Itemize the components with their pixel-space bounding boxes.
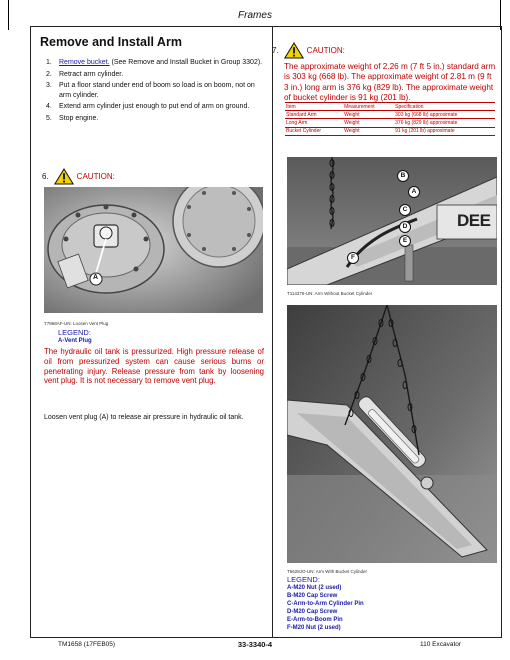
vent-legend-item: A-Vent Plug [58, 338, 92, 344]
remove-bucket-link[interactable]: Remove bucket. [59, 59, 110, 66]
page-header-title: Frames [238, 10, 272, 21]
vent-legend-title: LEGEND: [58, 328, 91, 337]
brand-lettering: DEE [457, 211, 491, 230]
warning-triangle-icon [284, 42, 304, 59]
arm-with-cylinder-photo [287, 305, 497, 563]
step-3: 3. Put a floor stand under end of boom so load is on boom, not on arm cylinder. [46, 82, 255, 99]
marker-a: A [408, 186, 420, 198]
legend-item-f: F-M20 Nut (2 used) [287, 625, 341, 631]
weight-spec-table [285, 102, 495, 136]
vent-plug-photo [44, 187, 263, 313]
step-4: 4. Extend arm cylinder just enough to put end of arm on ground. [46, 103, 250, 111]
arm-with-caption: T6628JO-UN: Arm With Bucket Cylinder [287, 569, 368, 574]
caution-7-heading: 7. CAUTION: [272, 42, 345, 59]
loosen-vent-instruction: Loosen vent plug (A) to release air pressure in hydraulic oil tank. [44, 414, 244, 421]
table-header-row: Item Measurement Specification [285, 103, 495, 111]
legend-item-a: A-M20 Nut (2 used) [287, 585, 342, 591]
table-row: Bucket Cylinder Weight 91 kg (201 lb) approximate [285, 127, 495, 135]
caution-6-heading: 6. CAUTION: [42, 168, 115, 185]
procedure-steps [46, 58, 268, 126]
legend-item-d: D-M20 Cap Screw [287, 609, 338, 615]
warning-triangle-icon [54, 168, 74, 185]
table-row: Long Arm Weight 376 kg (829 lb) approximate [285, 119, 495, 127]
marker-d: D [399, 221, 411, 233]
marker-f: F [347, 252, 359, 264]
footer-doc-id: TM1658 (17FEB05) [58, 641, 116, 648]
section-title: Remove and Install Arm [40, 35, 182, 49]
step-2: 2. Retract arm cylinder. [46, 70, 124, 78]
legend-item-e: E-Arm-to-Boom Pin [287, 617, 343, 623]
arm-weight-caution-text: The approximate weight of 2.26 m (7 ft 5 in.) standard arm is 303 kg (668 lb). The approximate weight of 2.81 m (9 ft 3 in.) long arm is 376 kg (829 lb). The approximate weight of bucket cylinder is 91 kg (201 lb). [284, 62, 496, 102]
footer-model: 110 Excavator [420, 641, 462, 648]
column-divider [272, 26, 273, 638]
footer-page-number: 33-3340-4 [237, 640, 273, 649]
legend-item-c: C-Arm-to-Arm Cylinder Pin [287, 601, 364, 607]
marker-c: C [399, 204, 411, 216]
arm-legend-title: LEGEND: [287, 575, 320, 584]
vent-figure-caption: T7868AF-UN: Loosen Vent Plug [44, 321, 109, 326]
marker-a: A [93, 274, 99, 281]
arm-without-caption: T114376-UN: Arm Without Bucket Cylinder [287, 291, 373, 296]
table-row: Standard Arm Weight 303 kg (668 lb) approximate [285, 111, 495, 119]
arm-without-cylinder-photo [287, 157, 497, 285]
marker-e: E [399, 235, 411, 247]
marker-b: B [397, 170, 409, 182]
hydraulic-tank-warning: The hydraulic oil tank is pressurized. High pressure release of oil from pressurized system can cause serious burns or penetrating injury. Release pressure from tank by loosening vent plug. It is not necessary to remove vent plug. [44, 347, 264, 386]
step-5: 5. Stop engine. [46, 115, 99, 123]
step-1: 1. Remove bucket. (See Remove and Install Bucket in Group 3302). [46, 59, 263, 66]
legend-item-b: B-M20 Cap Screw [287, 593, 338, 599]
